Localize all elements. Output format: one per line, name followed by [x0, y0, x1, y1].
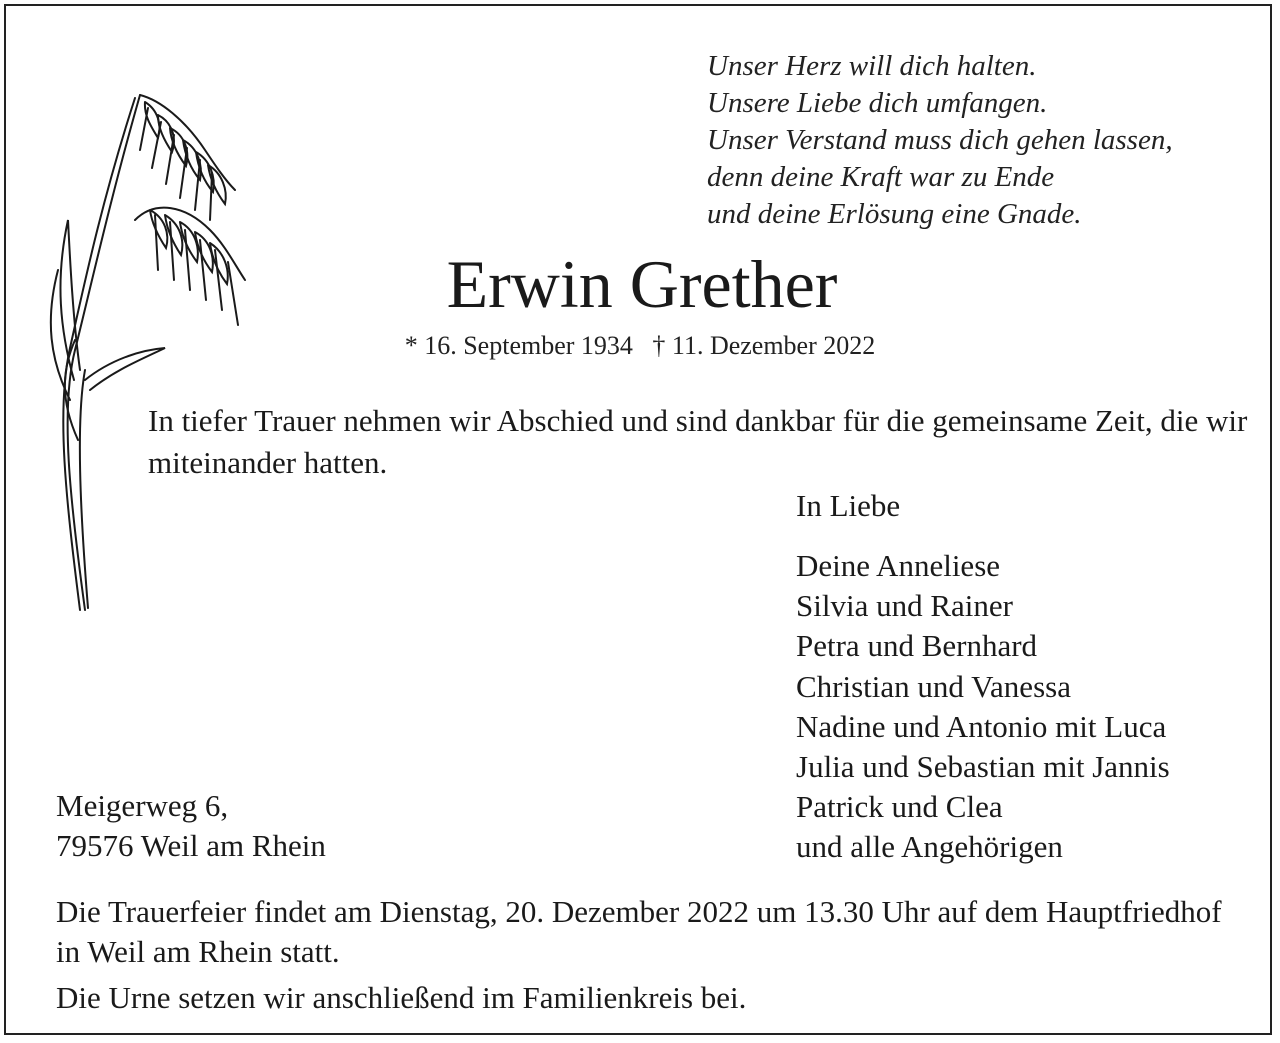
family-member: Nadine und Antonio mit Luca — [796, 708, 1167, 744]
poem-line: und deine Erlösung eine Gnade. — [707, 198, 1082, 230]
address — [56, 786, 326, 866]
poem-line: Unser Herz will dich halten. — [707, 50, 1037, 82]
poem-line: denn deine Kraft war zu Ende — [707, 161, 1055, 193]
birth-date: * 16. September 1934 — [404, 331, 633, 360]
poem-line: Unser Verstand muss dich gehen lassen, — [707, 124, 1173, 156]
family-list — [796, 546, 1170, 868]
family-member: Julia und Sebastian mit Jannis — [796, 749, 1170, 785]
greeting: In Liebe — [796, 488, 901, 523]
death-date: † 11. Dezember 2022 — [652, 331, 876, 360]
address-city: 79576 Weil am Rhein — [56, 828, 326, 863]
service-notice: Die Trauerfeier findet am Dienstag, 20. Dezember 2022 um 13.30 Uhr auf dem Hauptfriedhof in Weil am Rhein statt. — [56, 894, 1222, 969]
poem-line: Unsere Liebe dich umfangen. — [707, 87, 1048, 119]
family-member: Silvia und Rainer — [796, 588, 1013, 624]
family-member: Deine Anneliese — [796, 548, 1001, 583]
urn-notice: Die Urne setzen wir anschließend im Familienkreis bei. — [56, 980, 747, 1015]
family-member: und alle Angehörigen — [796, 829, 1063, 865]
deceased-name-text: Erwin Grether — [446, 246, 838, 322]
family-member: Patrick und Clea — [796, 789, 1003, 825]
intro-text: In tiefer Trauer nehmen wir Abschied und sind dankbar für die gemeinsame Zeit, die wir miteinander hatten. — [148, 403, 1248, 480]
address-street: Meigerweg 6, — [56, 788, 229, 823]
memorial-poem — [707, 48, 1267, 233]
deceased-name — [0, 244, 1280, 324]
family-member: Petra und Bernhard — [796, 628, 1038, 664]
family-member: Christian und Vanessa — [796, 668, 1071, 704]
life-dates — [0, 330, 1280, 362]
